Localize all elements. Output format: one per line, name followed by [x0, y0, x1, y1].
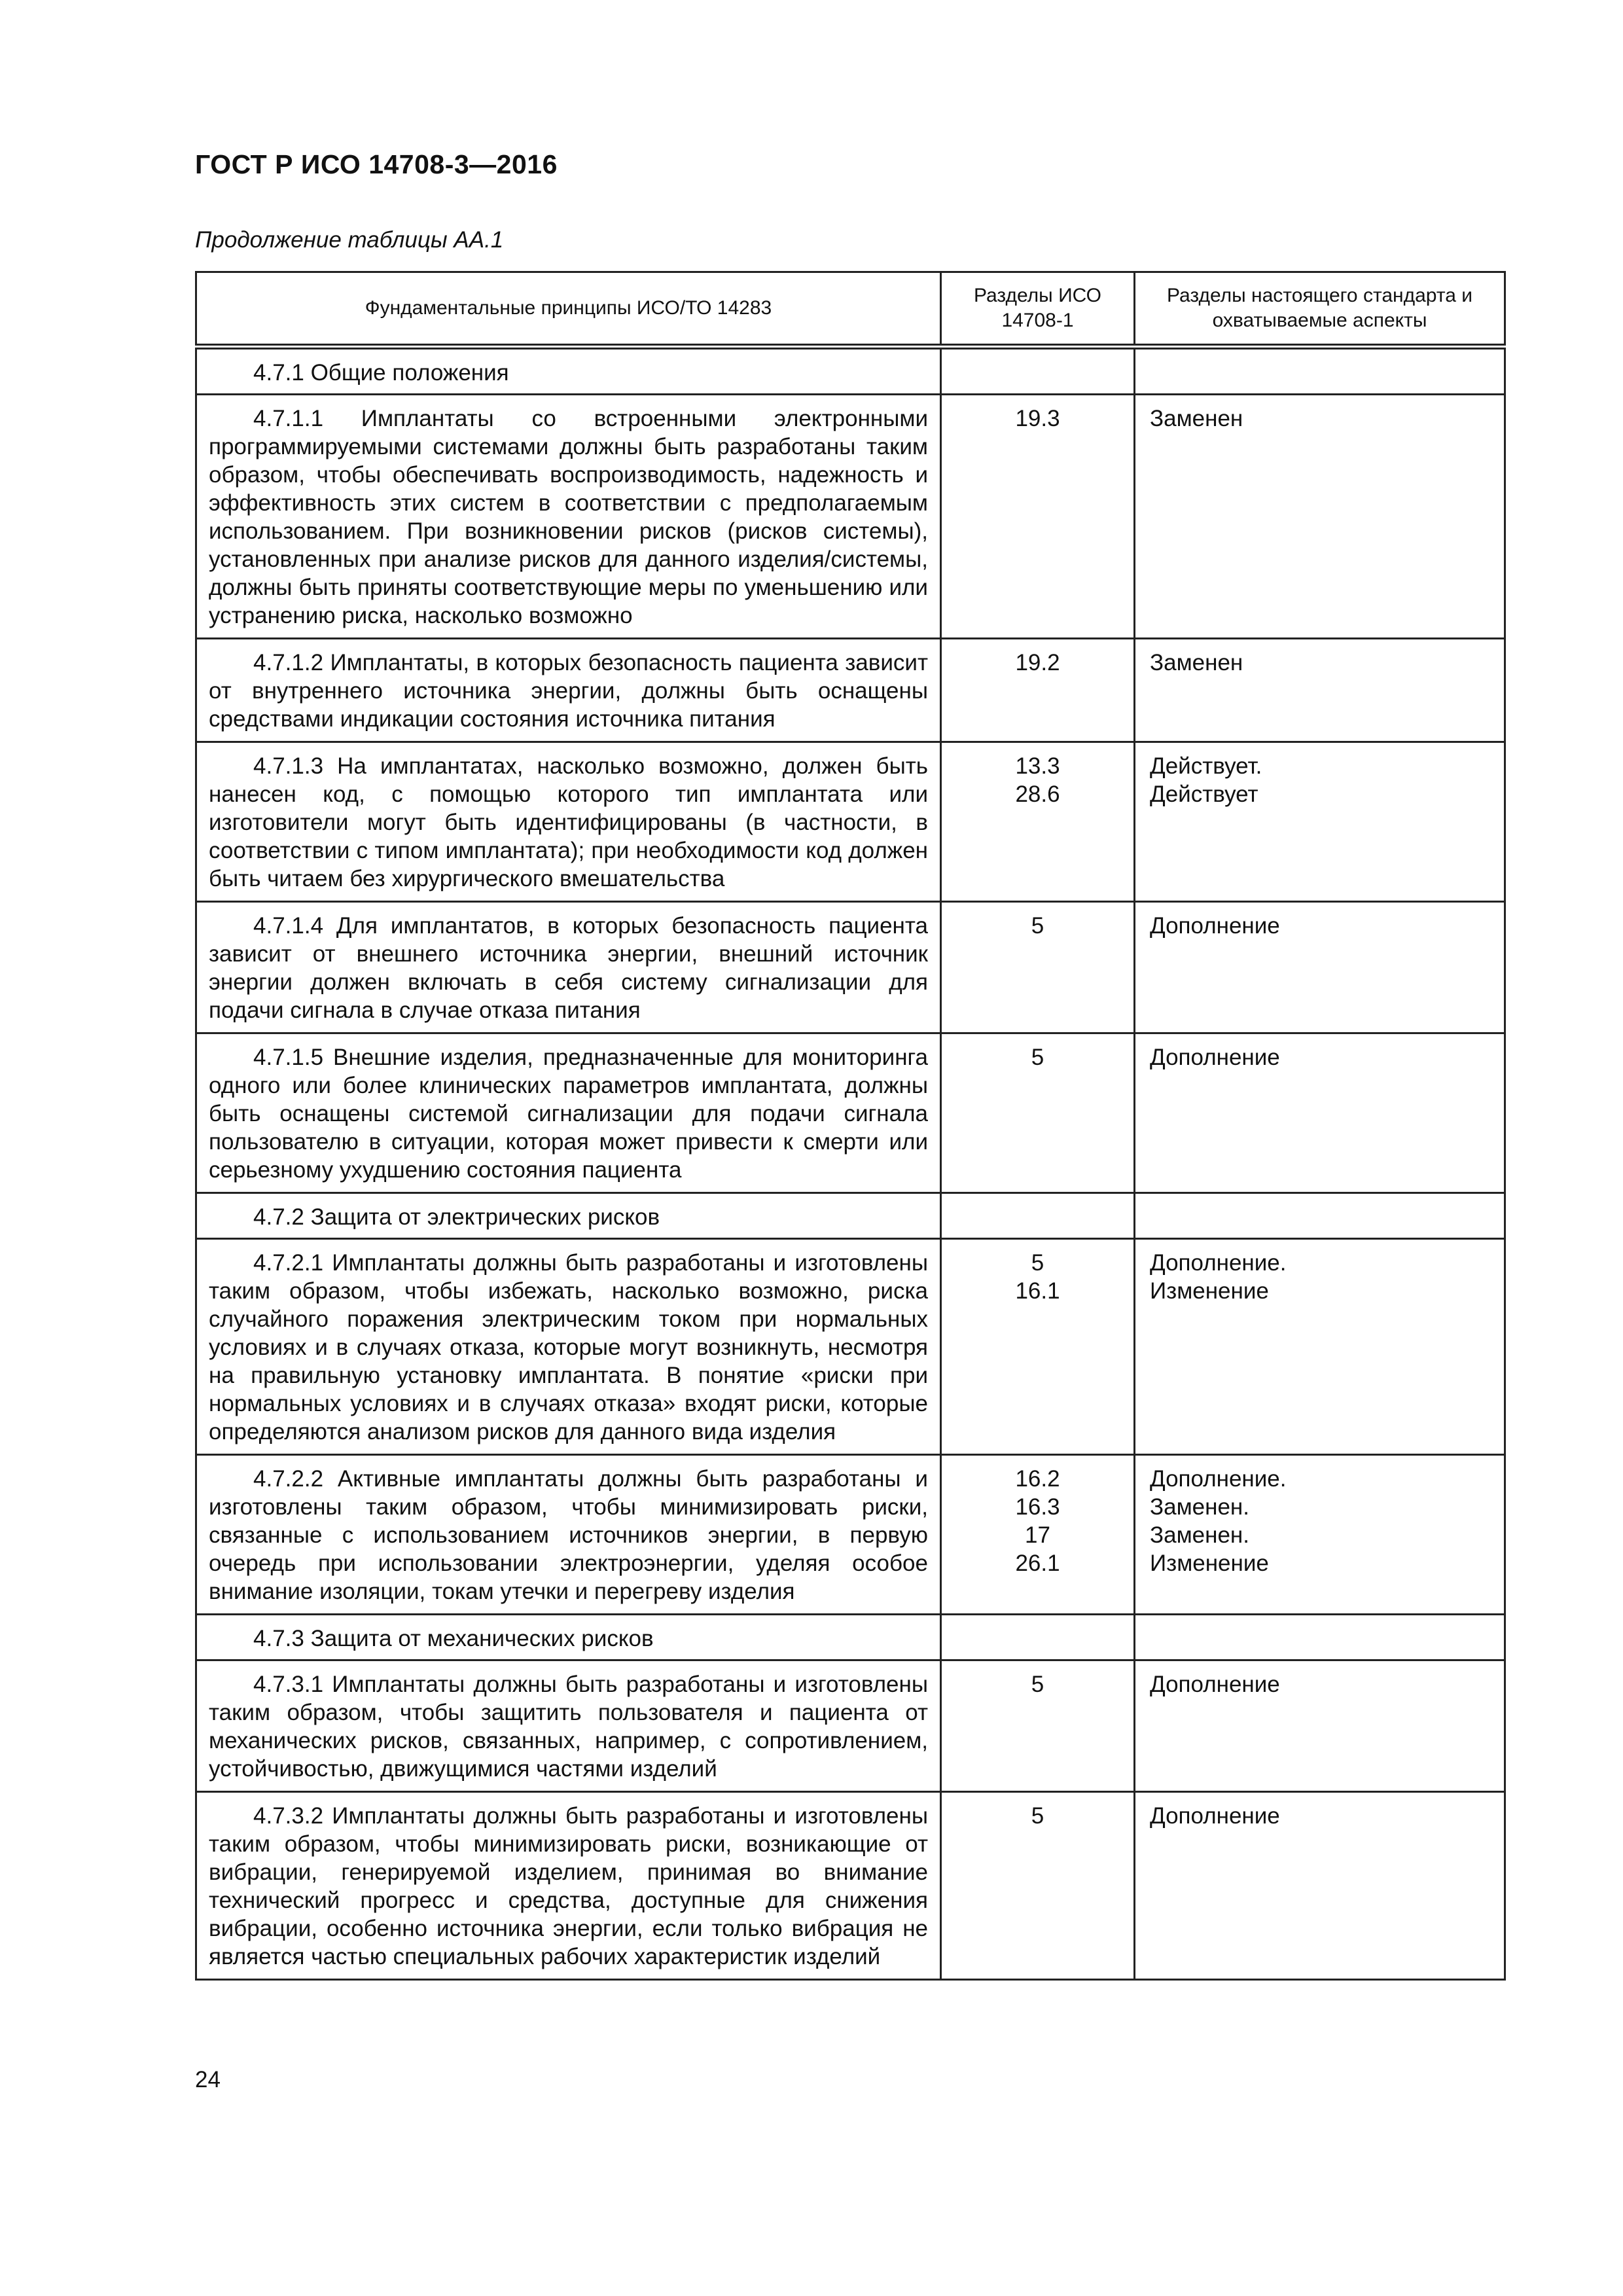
- principle-cell: [196, 1615, 941, 1660]
- iso-section-number: 26.1: [1015, 1551, 1060, 1576]
- principle-cell: [196, 1455, 941, 1615]
- iso-section-cell: [941, 742, 1135, 902]
- principle-text: 4.7.3 Защита от механических рисков: [253, 1626, 654, 1651]
- principle-text: 4.7.2 Защита от электрических рисков: [253, 1204, 660, 1230]
- iso-section-number: 16.1: [1015, 1278, 1060, 1304]
- principle-text: 4.7.1 Общие положения: [253, 360, 509, 386]
- aspect-cell: [1135, 902, 1505, 1033]
- iso-section-cell: [941, 1239, 1135, 1455]
- principle-text: 4.7.1.5 Внешние изделия, предназначенные для мониторинга одного или более клинических параметров имплантата, должны быть оснащены системой сигнализации для подачи сигнала пользователю в ситуации, которая может привести к смерти или серьезному ухудшению состояния пациента: [209, 1045, 928, 1183]
- iso-section-number: 13.3: [1015, 753, 1060, 779]
- aspect-cell: [1135, 1615, 1505, 1660]
- iso-section-number: 5: [1031, 913, 1044, 939]
- table-row: [196, 902, 1505, 1033]
- principle-text: 4.7.3.2 Имплантаты должны быть разработаны и изготовлены таким образом, чтобы минимизировать риски, возникающие от вибрации, генерируемой изделием, принимая во внимание технический прогресс и средства, доступные для снижения вибрации, особенно источника энергии, если только вибрация не является частью специальных рабочих характеристик изделий: [209, 1803, 928, 1969]
- column-header-principles: Фундаментальные принципы ИСО/ТО 14283: [196, 272, 941, 347]
- principle-cell: [196, 395, 941, 639]
- principle-cell: [196, 1193, 941, 1239]
- aspect-cell: [1135, 395, 1505, 639]
- aspect-cell: [1135, 1660, 1505, 1792]
- table-row: [196, 1239, 1505, 1455]
- iso-section-cell: [941, 1660, 1135, 1792]
- iso-section-number: 19.2: [1015, 650, 1060, 675]
- principle-cell: [196, 1660, 941, 1792]
- table-row: [196, 1033, 1505, 1193]
- iso-section-cell: [941, 1193, 1135, 1239]
- table-row: [196, 395, 1505, 639]
- aspect-cell: [1135, 1455, 1505, 1615]
- column-header-iso-sections: Разделы ИСО 14708-1: [941, 272, 1135, 347]
- iso-section-number: 17: [1025, 1522, 1050, 1548]
- table-row: [196, 639, 1505, 742]
- iso-section-cell: [941, 395, 1135, 639]
- iso-section-cell: [941, 1033, 1135, 1193]
- aspect-status: Дополнение: [1150, 1672, 1280, 1697]
- iso-section-number: 5: [1031, 1803, 1044, 1829]
- iso-section-number: 16.2: [1015, 1466, 1060, 1492]
- page-number: 24: [195, 2067, 221, 2092]
- iso-section-cell: [941, 639, 1135, 742]
- table-caption: Продолжение таблицы АА.1: [195, 227, 504, 253]
- table-row: [196, 347, 1505, 395]
- aspect-status: Дополнение: [1150, 1803, 1280, 1829]
- iso-section-cell: [941, 902, 1135, 1033]
- principle-text: 4.7.1.1 Имплантаты со встроенными электронными программируемыми системами должны быть разработаны таким образом, чтобы обеспечивать воспроизводимость, надежность и эффективность этих систем в соответствии с предполагаемым использованием. При возникновении рисков (рисков системы), установленных при анализе рисков для данного изделия/системы, должны быть приняты соответствующие меры по уменьшению или устранению риска, насколько возможно: [209, 406, 928, 628]
- table-header-row: [196, 272, 1505, 347]
- principle-cell: [196, 1792, 941, 1980]
- iso-section-cell: [941, 347, 1135, 395]
- document-title: ГОСТ Р ИСО 14708-3—2016: [195, 149, 558, 179]
- aspect-status: Заменен.: [1150, 1522, 1249, 1548]
- aspect-cell: [1135, 1193, 1505, 1239]
- principle-cell: [196, 639, 941, 742]
- aspect-status: Заменен.: [1150, 1494, 1249, 1520]
- table-row: [196, 1193, 1505, 1239]
- iso-section-number: 5: [1031, 1672, 1044, 1697]
- table-row: [196, 1792, 1505, 1980]
- iso-section-number: 16.3: [1015, 1494, 1060, 1520]
- principle-cell: [196, 1239, 941, 1455]
- iso-section-number: 5: [1031, 1250, 1044, 1276]
- aspect-status: Действует.: [1150, 753, 1262, 779]
- principle-text: 4.7.1.4 Для имплантатов, в которых безопасность пациента зависит от внешнего источника энергии, внешний источник энергии должен включать в себя систему сигнализации для подачи сигнала в случае отказа питания: [209, 913, 928, 1023]
- aspect-status: Изменение: [1150, 1278, 1269, 1304]
- aspect-status: Дополнение: [1150, 913, 1280, 939]
- principle-text: 4.7.2.2 Активные имплантаты должны быть разработаны и изготовлены таким образом, чтобы минимизировать риски, связанные с использованием источников энергии, в первую очередь при использовании электроэнергии, уделяя особое внимание изоляции, токам утечки и перегреву изделия: [209, 1466, 928, 1604]
- principle-text: 4.7.1.3 На имплантатах, насколько возможно, должен быть нанесен код, с помощью которого тип имплантата или изготовители могут быть идентифицированы (в частности, в соответствии с типом имплантата); при необходимости код должен быть читаем без хирургического вмешательства: [209, 753, 928, 891]
- table-row: [196, 1615, 1505, 1660]
- column-header-standard-sections: Разделы настоящего стандарта и охватываемые аспекты: [1135, 272, 1505, 347]
- principle-text: 4.7.3.1 Имплантаты должны быть разработаны и изготовлены таким образом, чтобы защитить пользователя и пациента от механических рисков, связанных, например, с сопротивлением, устойчивостью, движущимися частями изделий: [209, 1672, 928, 1782]
- aspect-cell: [1135, 347, 1505, 395]
- principle-cell: [196, 347, 941, 395]
- principle-cell: [196, 742, 941, 902]
- iso-section-cell: [941, 1792, 1135, 1980]
- principle-cell: [196, 1033, 941, 1193]
- aspect-status: Дополнение.: [1150, 1250, 1287, 1276]
- table-row: [196, 1660, 1505, 1792]
- iso-section-number: 5: [1031, 1045, 1044, 1070]
- table-row: [196, 1455, 1505, 1615]
- aspect-cell: [1135, 1033, 1505, 1193]
- aspect-status: Изменение: [1150, 1551, 1269, 1576]
- principle-text: 4.7.2.1 Имплантаты должны быть разработаны и изготовлены таким образом, чтобы избежать, насколько возможно, риска случайного поражения электрическим током при нормальных условиях и в случаях отказа, которые могут возникнуть, несмотря на правильную установку имплантата. В понятие «риски при нормальных условиях и в случаях отказа» входят риски, которые определяются анализом рисков для данного вида изделия: [209, 1250, 928, 1444]
- aspect-status: Дополнение: [1150, 1045, 1280, 1070]
- aspect-cell: [1135, 639, 1505, 742]
- correspondence-table: [195, 271, 1506, 1981]
- principle-cell: [196, 902, 941, 1033]
- iso-section-cell: [941, 1455, 1135, 1615]
- iso-section-number: 19.3: [1015, 406, 1060, 431]
- aspect-cell: [1135, 742, 1505, 902]
- aspect-cell: [1135, 1792, 1505, 1980]
- aspect-status: Заменен: [1150, 406, 1243, 431]
- table-row: [196, 742, 1505, 902]
- iso-section-cell: [941, 1615, 1135, 1660]
- aspect-cell: [1135, 1239, 1505, 1455]
- aspect-status: Дополнение.: [1150, 1466, 1287, 1492]
- principle-text: 4.7.1.2 Имплантаты, в которых безопасность пациента зависит от внутреннего источника энергии, должны быть оснащены средствами индикации состояния источника питания: [209, 650, 928, 732]
- aspect-status: Действует: [1150, 781, 1258, 807]
- iso-section-number: 28.6: [1015, 781, 1060, 807]
- aspect-status: Заменен: [1150, 650, 1243, 675]
